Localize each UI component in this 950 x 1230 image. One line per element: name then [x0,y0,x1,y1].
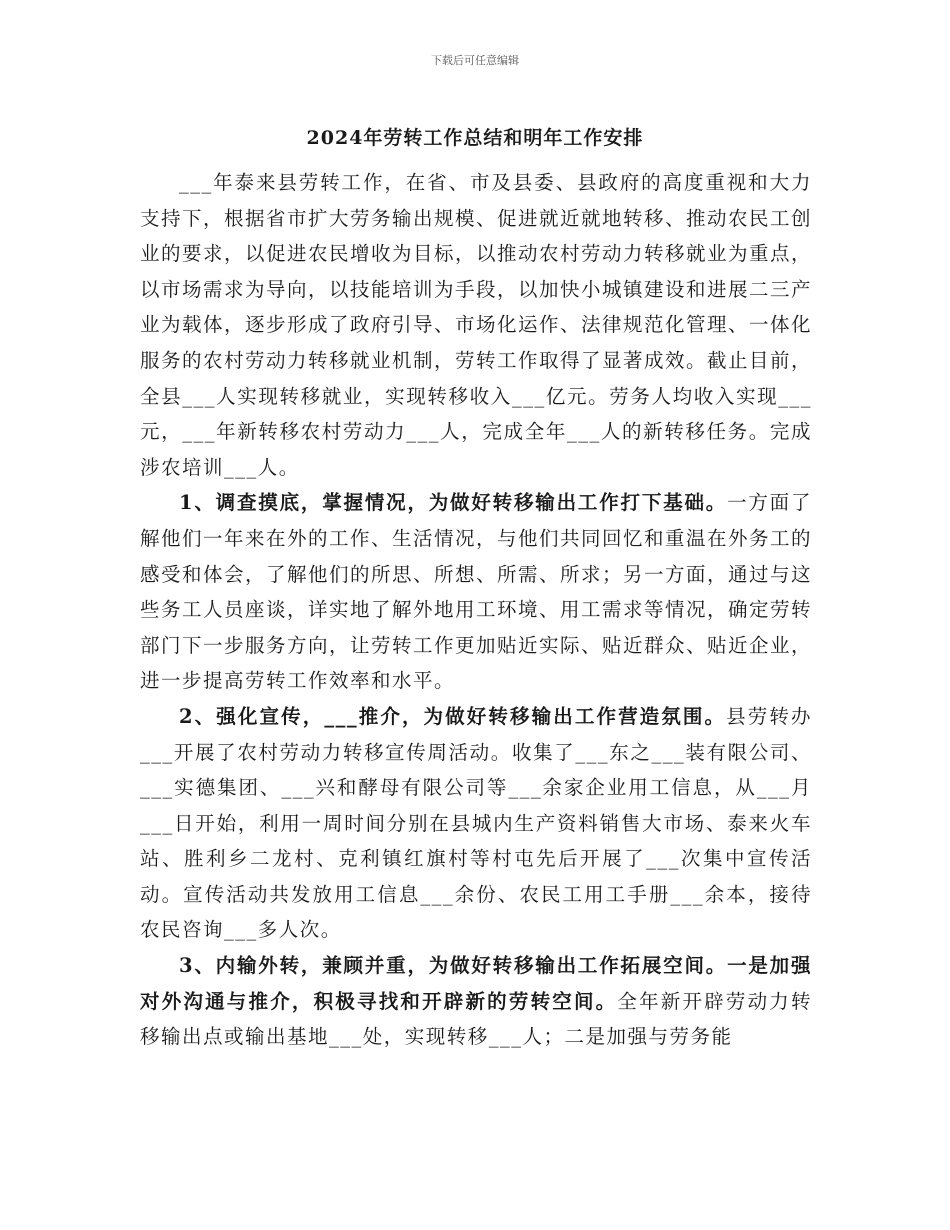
document-body [140,165,812,1055]
paragraph-text: 全年新开辟劳动力转移输出点或输出基地___处，实现转移___人；二是加强与劳务能 [140,989,812,1049]
paragraph-section-3 [140,948,812,1055]
paragraph-intro [140,165,812,485]
section-heading: 2、强化宣传，___推介，为做好转移输出工作营造氛围。 [179,704,727,728]
paragraph-text: 县劳转办___开展了农村劳动力转移宣传周活动。收集了___东之___装有限公司、___实德集团、___兴和酵母有限公司等___余家企业用工信息，从___月___日开始，利用一周时间分别在县城内生产资料销售大市场、泰来火车站、胜利乡二龙村、克利镇红旗村等村屯先后开展了___次集中宣传活动。宣传活动共发放用工信息___余份、农民工用工手册___余本，接待农民咨询___多人次。 [140,704,812,942]
section-heading: 3、内输外转，兼顾并重，为做好转移输出工作拓展空间。一是加强对外沟通与推介，积极寻找和开辟新的劳转空间。 [140,954,812,1013]
paragraph-text: 一方面了解他们一年来在外的工作、生活情况，与他们共同回忆和重温在外务工的感受和体会，了解他们的所思、所想、所需、所求；另一方面，通过与这些务工人员座谈，详实地了解外地用工环境、用工需求等情况，确定劳转部门下一步服务方向，让劳转工作更加贴近实际、贴近群众、贴近企业，进一步提高劳转工作效率和水平。 [140,491,813,693]
document-title: 2024年劳转工作总结和明年工作安排 [306,127,644,149]
header-note: 下载后可任意编辑 [431,54,519,67]
paragraph-section-1 [140,485,812,699]
paragraph-section-2 [140,699,812,948]
paragraph-text: ___年泰来县劳转工作，在省、市及县委、县政府的高度重视和大力支持下，根据省市扩大劳务输出规模、促进就近就地转移、推动农民工创业的要求，以促进农民增收为目标，以推动农村劳动力转移就业为重点，以市场需求为导向，以技能培训为手段，以加快小城镇建设和进展二三产业为载体，逐步形成了政府引导、市场化运作、法律规范化管理、一体化服务的农村劳动力转移就业机制，劳转工作取得了显著成效。截止目前，全县___人实现转移就业，实现转移收入___亿元。劳务人均收入实现___元，___年新转移农村劳动力___人，完成全年___人的新转移任务。完成涉农培训___人。 [140,171,813,479]
section-heading: 1、调查摸底，掌握情况，为做好转移输出工作打下基础。 [179,491,728,515]
